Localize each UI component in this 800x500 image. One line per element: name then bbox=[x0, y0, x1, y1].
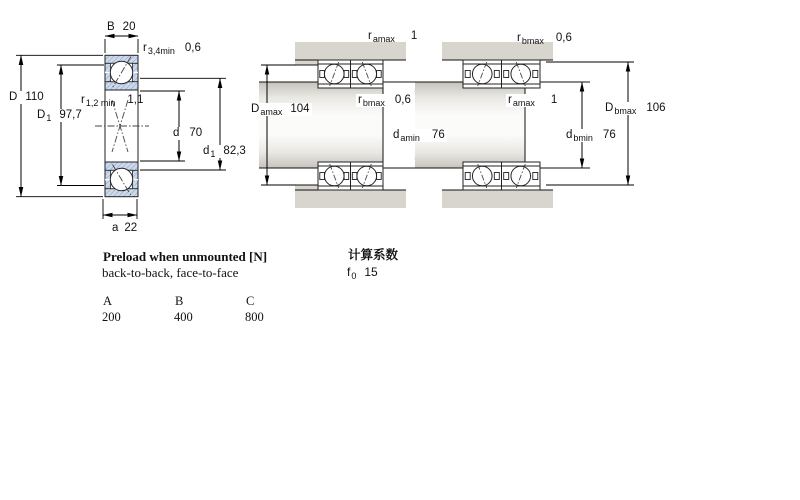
dim-label-ramax-right: $r_{amax}$ 1 bbox=[508, 94, 558, 108]
calculation-factor-f0: $f_0$ 15 bbox=[347, 265, 378, 281]
preload-title: Preload when unmounted [N] bbox=[103, 249, 268, 264]
dim-label-ramax-mid: $r_{amax}$ 1 bbox=[368, 30, 418, 44]
dim-label-r34min: $r_{3,4min}$ 0,6 bbox=[143, 42, 201, 56]
mounted-pair-b-dimensions bbox=[415, 42, 634, 208]
preload-value-a: 200 bbox=[102, 310, 121, 324]
dim-label-d: d 70 bbox=[173, 127, 203, 139]
dim-label-dbmin: $d_{bmin}$ 76 bbox=[566, 129, 616, 143]
dim-label-damin: $d_{amin}$ 76 bbox=[393, 129, 445, 143]
dim-label-d1: $d_1$ 82,3 bbox=[203, 145, 246, 159]
mounted-pair-a-dimensions bbox=[259, 42, 424, 208]
dim-label-rbmax-right: $r_{bmax}$ 0,6 bbox=[517, 32, 572, 46]
preload-col-a: A bbox=[103, 294, 113, 308]
dim-label-B: B 20 bbox=[107, 21, 136, 33]
dim-label-D: D 110 bbox=[9, 91, 44, 103]
dim-label-rbmax-mid: $r_{bmax}$ 0,6 bbox=[358, 94, 411, 108]
dim-label-Damax: $D_{amax}$ 104 bbox=[251, 103, 310, 117]
preload-subtitle: back-to-back, face-to-face bbox=[102, 265, 239, 280]
dim-label-r12min: $r_{1,2 min}$ 1,1 bbox=[81, 94, 144, 108]
calculation-factor-title: 计算系数 bbox=[348, 248, 399, 262]
dim-label-Dbmax: $D_{bmax}$ 106 bbox=[605, 102, 666, 116]
preload-col-c: C bbox=[246, 294, 255, 308]
preload-col-b: B bbox=[175, 294, 184, 308]
preload-value-c: 800 bbox=[245, 310, 264, 324]
preload-value-b: 400 bbox=[174, 310, 193, 324]
dim-label-a: a 22 bbox=[112, 222, 138, 234]
dim-label-D1: $D_1$ 97,7 bbox=[37, 109, 82, 123]
